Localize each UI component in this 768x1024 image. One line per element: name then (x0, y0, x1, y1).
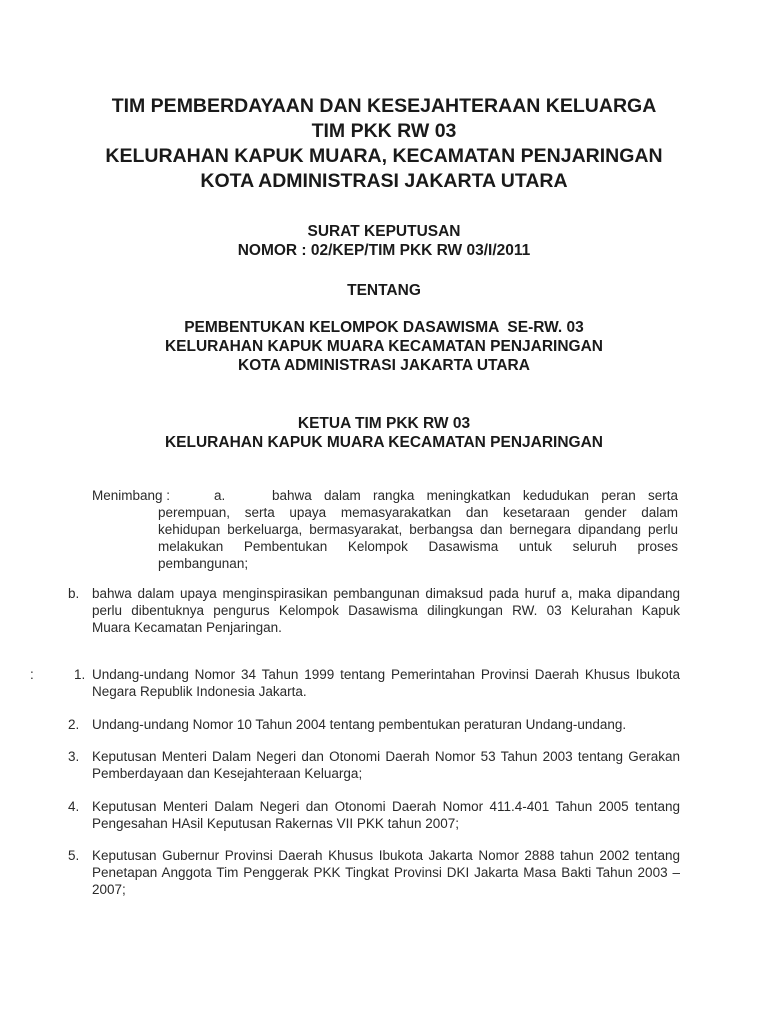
menimbang-a-text: bahwa dalam rangka meningkatkan kedudukan peran serta (272, 488, 678, 503)
paragraph-line: Muara Kecamatan Penjaringan. (92, 620, 282, 635)
mengingat-colon: : (30, 667, 34, 682)
paragraph-line: Negara Republik Indonesia Jakarta. (92, 684, 307, 699)
issuer-line: KELURAHAN KAPUK MUARA KECAMATAN PENJARINGAN (164, 434, 603, 451)
paragraph-line: pembangunan; (158, 556, 249, 571)
paragraph-line: Pengesahan HAsil Keputusan Rakernas VII PKK tahun 2007; (92, 816, 459, 831)
decree-heading (0, 222, 768, 260)
header-line: TIM PKK RW 03 (311, 120, 457, 142)
paragraph-line: bahwa dalam upaya menginspirasikan pembangunan dimaksud pada huruf a, maka dipandang (92, 586, 680, 601)
menimbang-label: Menimbang : (92, 488, 171, 503)
paragraph-line: perlu dibentuknya pengurus Kelompok Dasawisma dilingkungan RW. 03 Kelurahan Kapuk (92, 603, 680, 618)
paragraph-line: perempuan, serta upaya memasyarakatkan dan kesetaraan gender dalam (158, 505, 678, 520)
item-marker: b. (68, 586, 80, 601)
paragraph-line: melakukan Pembentukan Kelompok Dasawisma untuk seluruh proses (158, 539, 678, 554)
tentang-heading (0, 281, 768, 300)
item-marker: 4. (68, 799, 80, 814)
menimbang-a-marker: a. (214, 488, 226, 503)
subject-line: KOTA ADMINISTRASI JAKARTA UTARA (238, 357, 530, 374)
paragraph-line: Keputusan Menteri Dalam Negeri dan Otonomi Daerah Nomor 53 Tahun 2003 tentang Gerakan (92, 749, 680, 764)
paragraph-line: kehidupan berkeluarga, bermasyarakat, berbangsa dan bernegara dipandang perlu (158, 522, 678, 537)
paragraph-line: Penetapan Anggota Tim Penggerak PKK Tingkat Provinsi DKI Jakarta Masa Bakti Tahun 2003 – (92, 865, 680, 880)
subject-line: PEMBENTUKAN KELOMPOK DASAWISMA SE-RW. 03 (184, 319, 584, 336)
paragraph-line: Keputusan Gubernur Provinsi Daerah Khusus Ibukota Jakarta Nomor 2888 tahun 2002 tentang (92, 848, 680, 863)
item-marker: 1. (74, 667, 86, 682)
header-line: KELURAHAN KAPUK MUARA, KECAMATAN PENJARINGAN (105, 145, 663, 167)
item-marker: 3. (68, 749, 80, 764)
paragraph-line: Pemberdayaan dan Kesejahteraan Keluarga; (92, 766, 363, 781)
item-marker: 5. (68, 848, 80, 863)
decree-number: NOMOR : 02/KEP/TIM PKK RW 03/I/2011 (237, 242, 531, 259)
subject-line: KELURAHAN KAPUK MUARA KECAMATAN PENJARINGAN (164, 338, 603, 355)
header-line: TIM PEMBERDAYAAN DAN KESEJAHTERAAN KELUARGA (111, 95, 657, 117)
decree-title: SURAT KEPUTUSAN (307, 223, 461, 240)
issuer-heading (0, 414, 768, 452)
header-line: KOTA ADMINISTRASI JAKARTA UTARA (200, 170, 568, 192)
paragraph-line: 2007; (92, 882, 126, 897)
paragraph-line: Keputusan Menteri Dalam Negeri dan Otonomi Daerah Nomor 411.4-401 Tahun 2005 tentang (92, 799, 680, 814)
tentang-label: TENTANG (347, 282, 421, 299)
subject-heading (0, 318, 768, 375)
issuer-line: KETUA TIM PKK RW 03 (297, 415, 471, 432)
menimbang-a-paragraph (158, 504, 678, 572)
item-marker: 2. (68, 717, 80, 732)
organization-header (0, 94, 768, 194)
paragraph-line: Undang-undang Nomor 10 Tahun 2004 tentang pembentukan peraturan Undang-undang. (92, 717, 627, 732)
paragraph-line: Undang-undang Nomor 34 Tahun 1999 tentang Pemerintahan Provinsi Daerah Khusus Ibukota (92, 667, 680, 682)
menimbang-a-first-line (158, 487, 678, 504)
